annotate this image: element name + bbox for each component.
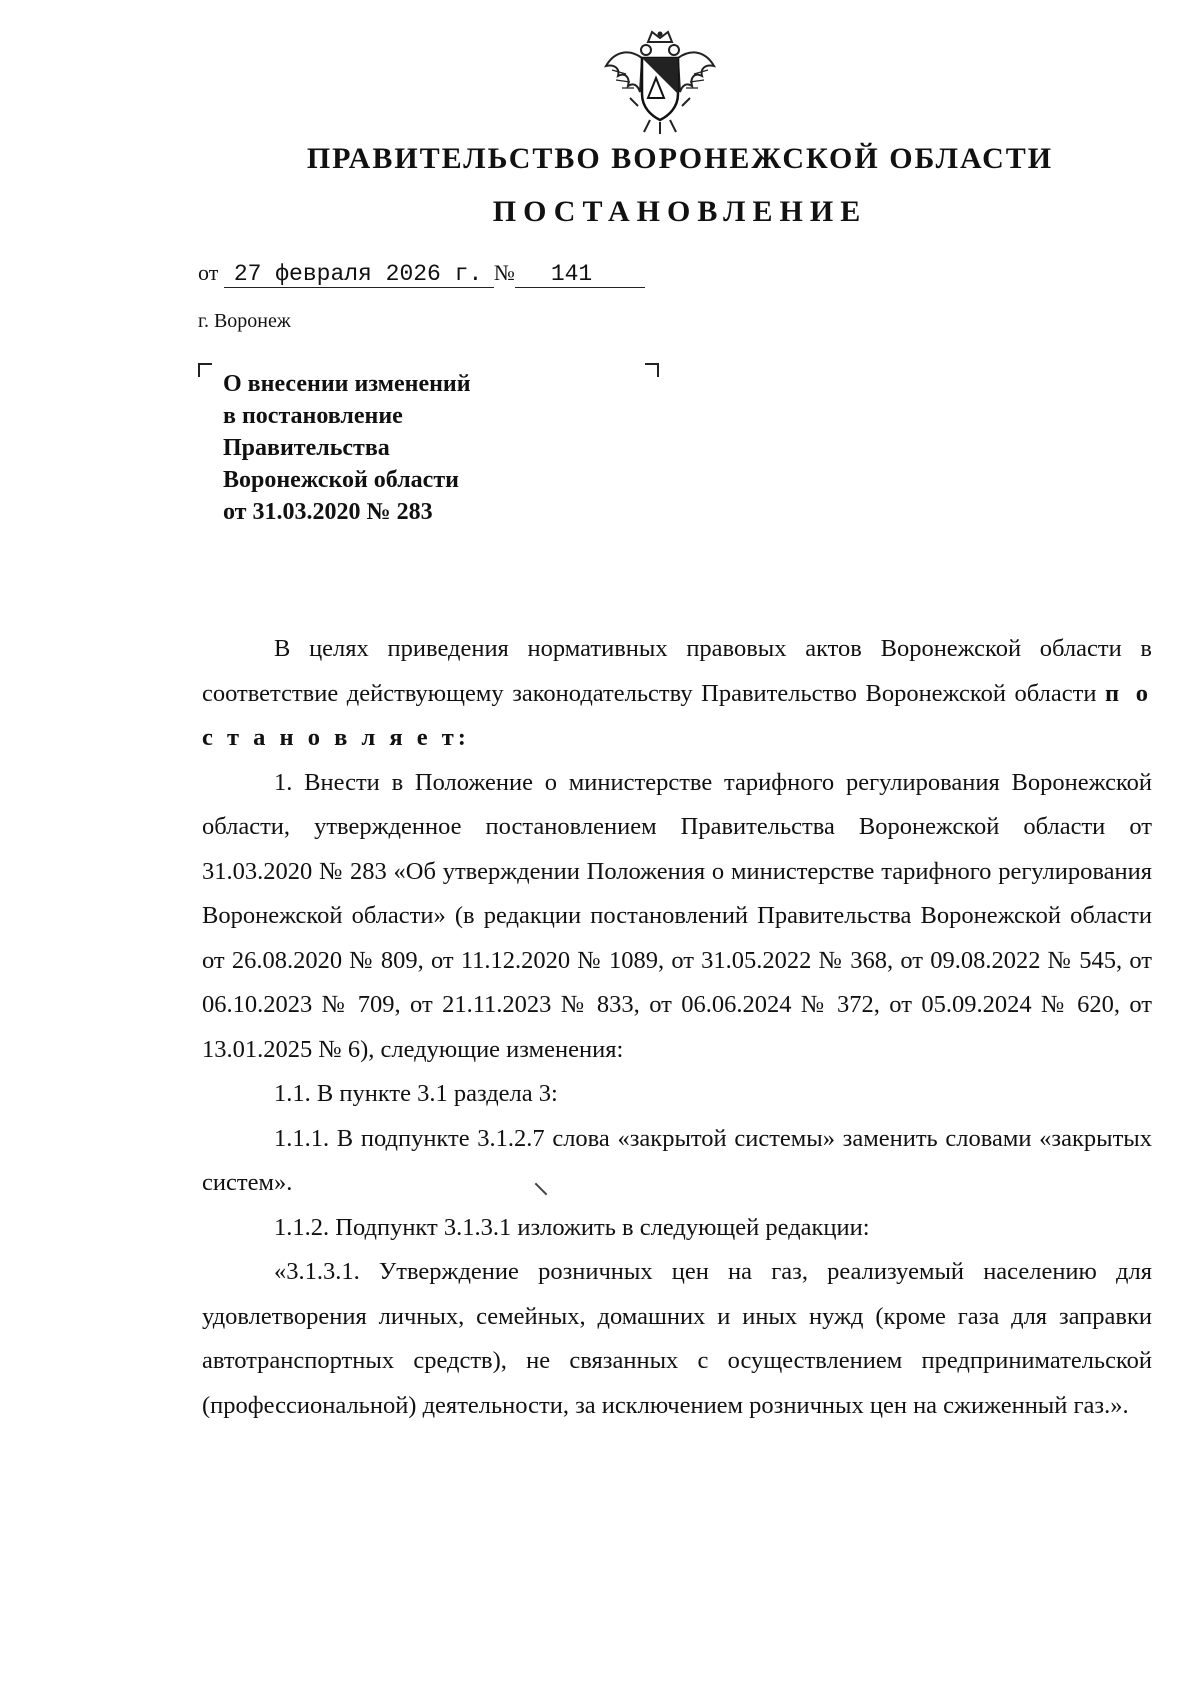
- body-paragraph: 1.1. В пункте 3.1 раздела 3:: [274, 1080, 558, 1107]
- document-type-title: ПОСТАНОВЛЕНИЕ: [492, 195, 868, 228]
- document-number: 141: [515, 261, 645, 288]
- subject-line: О внесении изменений: [223, 371, 471, 397]
- body-paragraph: 1.1.1. В подпункте 3.1.2.7 слова «закрытой системы» заменить словами «закрытых систем».: [202, 1124, 1152, 1196]
- date-prefix: от: [198, 260, 219, 285]
- body-paragraph: «3.1.3.1. Утверждение розничных цен на газ, реализуемый населению для удовлетворения личных, семейных, домашних и иных нужд (кроме газа для заправки автотранспортных средств), не связанных с осуществлением предпринимательской (профессиональной) деятельности, за исключением розничных цен на сжиженный газ.».: [202, 1258, 1152, 1419]
- subject-heading: [223, 368, 471, 528]
- body-paragraph: 1. Внести в Положение о министерстве тарифного регулирования Воронежской области, утвержденное постановлением Правительства Воронежской области от 31.03.2020 № 283 «Об утверждении Положения о министерстве тарифного регулирования Воронежской области» (в редакции постановлений Правительства Воронежской области от 26.08.2020 № 809, от 11.12.2020 № 1089, от 31.05.2022 № 368, от 09.08.2022 № 545, от 06.10.2023 № 709, от 21.11.2023 № 833, от 06.06.2024 № 372, от 05.09.2024 № 620, от 13.01.2025 № 6), следующие изменения:: [202, 768, 1152, 1063]
- subject-bracket-right: [645, 363, 659, 377]
- intro-paragraph: [202, 627, 1152, 761]
- subject-line: Воронежской области: [223, 467, 459, 493]
- date-number-line: [198, 260, 645, 288]
- subject-line: от 31.03.2020 № 283: [223, 499, 433, 525]
- coat-of-arms-icon: [600, 28, 720, 136]
- document-date: 27 февраля 2026 г.: [224, 261, 494, 288]
- body-paragraph: 1.1.2. Подпункт 3.1.3.1 изложить в следующей редакции:: [274, 1213, 870, 1241]
- city: г. Воронеж: [198, 310, 291, 332]
- number-prefix: №: [493, 260, 515, 285]
- document-body: [202, 627, 1152, 1428]
- resolves-text: п о с т а н о в л я е т:: [202, 679, 1153, 751]
- subject-bracket-left: [198, 363, 212, 377]
- government-title: ПРАВИТЕЛЬСТВО ВОРОНЕЖСКОЙ ОБЛАСТИ: [306, 142, 1054, 175]
- subject-line: Правительства: [223, 435, 390, 461]
- subject-line: в постановление: [223, 403, 403, 429]
- intro-text: В целях приведения нормативных правовых актов Воронежской области в соответствие действующему законодательству Правительство Воронежской области: [202, 635, 1152, 707]
